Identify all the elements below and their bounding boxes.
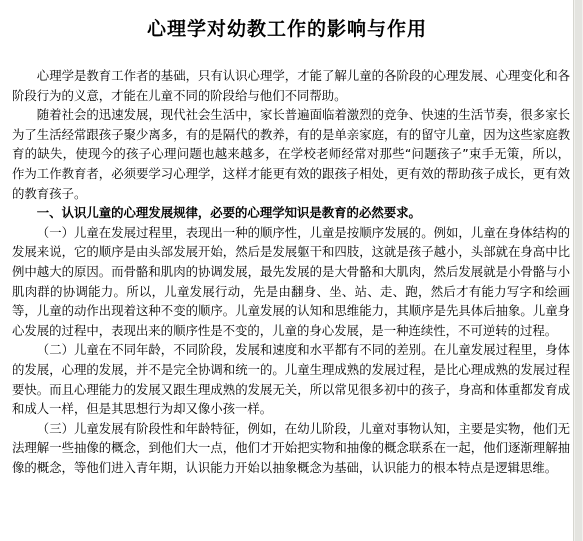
body-paragraph: （三）儿童发展有阶段性和年龄特征，例如，在幼儿阶段，儿童对事物认知，主要是实物，他们无法理解一些抽像的概念，到他们大一点，他们才开始把实物和抽像的概念联系在一起，他们逐渐理解抽像的概念，等他们进入青年期，认识能力开始以抽象概念为基础，认识能力的根本特点是逻辑思维。: [12, 420, 570, 475]
body-paragraph: （一）儿童在发展过程里，表现出一种的顺序性，儿童是按顺序发展的。例如，儿童在身体结构的发展来说，它的顺序是由头部发展开始，然后是发展躯干和四肢，这就是孩子越小，头部就在身高中比例中越大的原因。而骨骼和肌肉的协调发展，最先发展的是大骨骼和大肌肉，然后发展就是小骨骼与小肌肉群的协调能力。所以，儿童发展行动，先是由翻身、坐、站、走、跑，然后才有能力写字和绘画等，儿童的动作出现着这种不变的顺序。儿童发展的认知和思维能力，其顺序是先具体后抽象。儿童身心发展的过程中，表现出来的顺序性是不变的，儿童的身心发展，是一种连续性，不可逆转的过程。: [12, 224, 570, 338]
vertical-scrollbar[interactable]: [573, 0, 583, 541]
document-title: 心理学对幼教工作的影响与作用: [146, 18, 427, 40]
section-heading: 一、认识儿童的心理发展规律，必要的心理学知识是教育的必然要求。: [36, 205, 421, 221]
document-body: [12, 66, 570, 477]
body-paragraph: （二）儿童在不同年龄，不同阶段，发展和速度和水平都有不同的差别。在儿童发展过程里，身体的发展，心理的发展，并不是完全协调和统一的。儿童生理成熟的发展过程，是比心理成熟的发展过程要快。而且心理能力的发展又跟生理成熟的发展无关，所以常见很多初中的孩子，身高和体重都发育成和成人一样，但是其思想行为却又像小孩一样。: [12, 342, 570, 417]
body-paragraph: 随着社会的迅速发展，现代社会生活中，家长普遍面临着激烈的竞争、快速的生活节奏，很多家长为了生活经常跟孩子聚少离多，有的是隔代的教养，有的是单亲家庭，有的留守儿童，因为这些家庭教育的缺失，使现今的孩子心理问题也越来越多，在学校老师经常对那些“问题孩子”束手无策，所以，作为工作教育者，必须要学习心理学，这样才能更有效的跟孩子相处，更有效的帮助孩子成长，更有效的教育孩子。: [12, 107, 570, 201]
scrollbar-thumb[interactable]: [575, 0, 582, 541]
body-paragraph: 心理学是教育工作者的基础，只有认识心理学，才能了解儿童的各阶段的心理发展、心理变化和各阶段行为的义意，才能在儿童不同的阶段给与他们不同帮助。: [12, 68, 570, 103]
